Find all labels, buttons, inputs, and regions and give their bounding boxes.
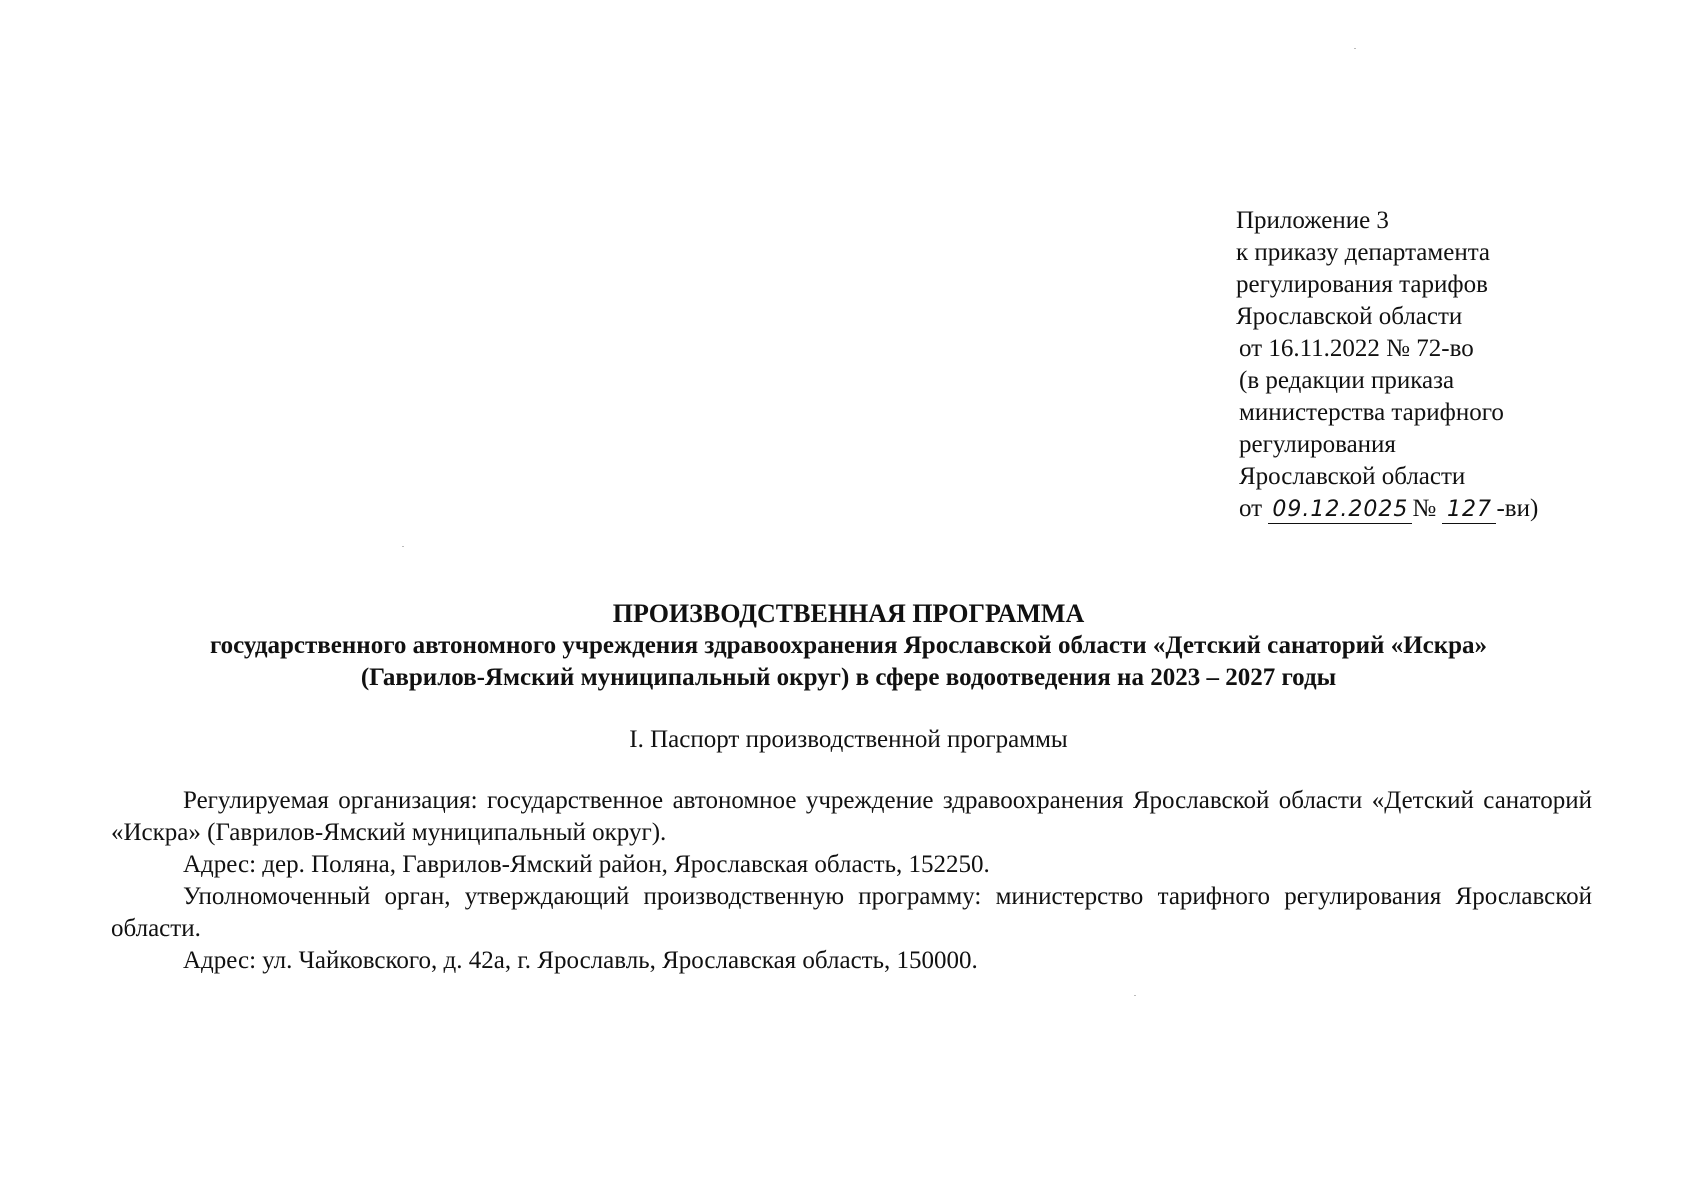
appendix-line-1: Приложение 3 <box>1236 207 1389 234</box>
scan-speck <box>402 546 404 547</box>
appendix-line-9: Ярославской области <box>1239 463 1466 490</box>
appendix-line-2: к приказу департамента <box>1236 239 1491 266</box>
paragraph-authority: Уполномоченный орган, утверждающий производственную программу: министерство тарифного регулирования Ярославской области. <box>111 883 1592 942</box>
appendix-block <box>1236 205 1636 525</box>
paragraph-organization-address: Адрес: дер. Поляна, Гаврилов-Ямский район, Ярославская область, 152250. <box>183 851 990 878</box>
handwritten-number: 127 <box>1442 497 1496 524</box>
section-heading: I. Паспорт производственной программы <box>629 726 1068 753</box>
document-title-block <box>100 598 1597 694</box>
handwritten-date: 09.12.2025 <box>1268 497 1412 524</box>
appendix-line-4: Ярославской области <box>1236 303 1463 330</box>
document-title: ПРОИЗВОДСТВЕННАЯ ПРОГРАММА <box>612 599 1085 628</box>
appendix-line-7: министерства тарифного <box>1239 399 1504 426</box>
appendix-line-10 <box>1236 493 1636 525</box>
appendix-line-8: регулирования <box>1239 431 1396 458</box>
scan-speck <box>1134 995 1136 996</box>
appendix-line-6: (в редакции приказа <box>1239 367 1455 394</box>
document-subtitle-line-2: (Гаврилов-Ямский муниципальный округ) в сфере водоотведения на 2023 – 2027 годы <box>360 664 1337 691</box>
appendix-suffix: -ви) <box>1496 495 1539 522</box>
number-sign: № <box>1412 495 1437 522</box>
appendix-line-5: от 16.11.2022 № 72-во <box>1239 335 1474 362</box>
paragraph-authority-address: Адрес: ул. Чайковского, д. 42а, г. Ярославль, Ярославская область, 150000. <box>183 947 978 974</box>
body-text <box>111 785 1592 977</box>
scan-speck <box>1354 48 1356 49</box>
document-subtitle-line-1: государственного автономного учреждения здравоохранения Ярославской области «Детский санаторий «Искра» <box>209 632 1488 659</box>
appendix-from-prefix: от <box>1239 495 1263 522</box>
paragraph-organization: Регулируемая организация: государственное автономное учреждение здравоохранения Ярославской области «Детский санаторий «Искра» (Гаврилов-Ямский муниципальный округ). <box>111 787 1592 846</box>
appendix-line-3: регулирования тарифов <box>1236 271 1488 298</box>
